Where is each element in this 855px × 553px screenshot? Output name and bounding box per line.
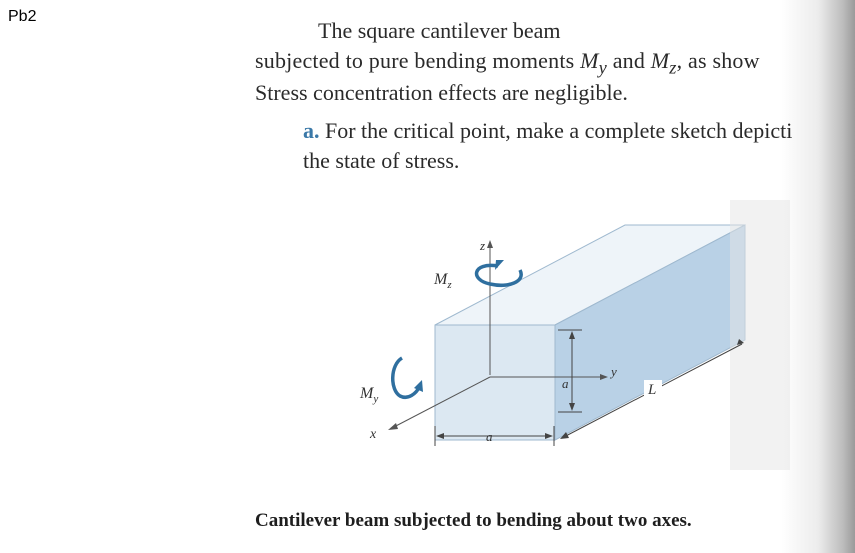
z-axis-arrowhead: [487, 240, 493, 248]
length-dim-label: L: [648, 382, 657, 398]
line2-start: subjected to pure bending moments: [255, 48, 581, 73]
part-a-line-2: the state of stress.: [303, 148, 460, 173]
moment-my-symbol: M: [580, 48, 599, 73]
width-dim-label: a: [486, 429, 493, 444]
my-label: $M_y$: [360, 385, 379, 405]
moment-my-subscript: y: [598, 57, 607, 78]
part-a-line: [303, 118, 792, 144]
moment-mz-subscript: z: [669, 57, 677, 78]
moment-mz-symbol: M: [650, 48, 670, 73]
wall-shade: [730, 200, 790, 470]
beam-front-face: [435, 325, 555, 440]
problem-line-3: Stress concentration effects are negligible.: [255, 80, 628, 105]
problem-line-1: The square cantilever beam: [318, 18, 561, 43]
figure-caption: Cantilever beam subjected to bending about two axes.: [255, 510, 692, 531]
z-axis-label: z: [480, 238, 486, 253]
line2-end: , as show: [676, 48, 760, 73]
problem-line-2: [255, 48, 760, 78]
problem-label: Pb2: [8, 8, 37, 25]
part-a-label: a.: [303, 118, 320, 143]
y-axis-label: y: [611, 364, 617, 379]
mz-moment-arrow: [477, 265, 522, 285]
x-axis-label: x: [370, 427, 377, 442]
line2-and: and: [607, 48, 651, 73]
height-dim-label: a: [562, 376, 569, 391]
mz-moment-arrowhead: [495, 260, 504, 270]
my-moment-arrow: [393, 358, 420, 397]
cantilever-beam-figure: [330, 200, 790, 470]
x-axis-arrowhead: [388, 423, 398, 430]
mz-label: $M_z$: [434, 271, 452, 291]
part-a-text: For the critical point, make a complete sketch depicti: [319, 118, 793, 143]
